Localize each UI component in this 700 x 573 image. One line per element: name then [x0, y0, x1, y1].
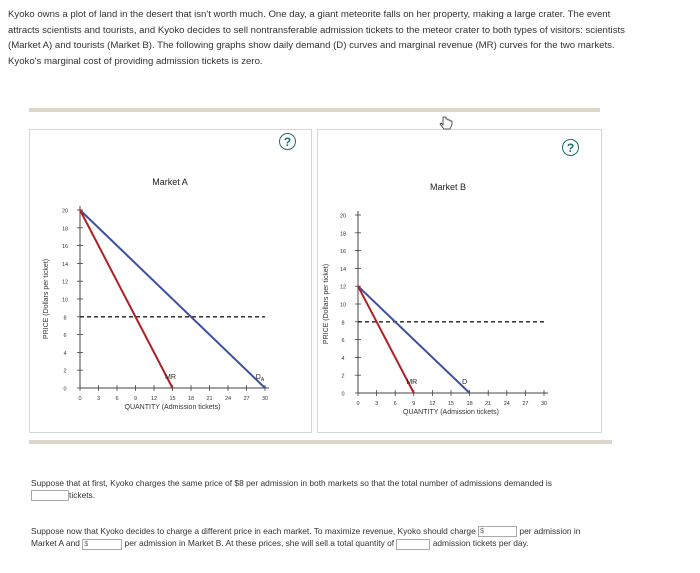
- y-tick-label: 4: [341, 355, 345, 362]
- x-axis-label: QUANTITY (Admission tickets): [124, 404, 221, 411]
- y-tick-label: 10: [61, 297, 69, 304]
- x-tick-label: 9: [412, 401, 416, 407]
- market-a-price-input[interactable]: $: [478, 526, 517, 537]
- x-tick-label: 0: [78, 396, 82, 402]
- intro-line-2: attracts scientists and tourists, and Kyoko decides to sell nontransferable admission tickets to the meteor crater to both types of visitors: scientists: [8, 24, 625, 36]
- y-tick-label: 18: [61, 226, 69, 233]
- mr-label: MR: [165, 374, 176, 381]
- x-tick-label: 27: [243, 396, 250, 402]
- y-tick-label: 8: [63, 315, 67, 322]
- x-tick-label: 15: [447, 401, 455, 407]
- x-tick-label: 21: [206, 396, 213, 402]
- x-tick-label: 27: [522, 401, 529, 407]
- mr-line: [358, 286, 414, 393]
- y-tick-label: 12: [339, 284, 347, 291]
- y-tick-label: 0: [341, 391, 345, 398]
- market-b-panel: [317, 129, 602, 433]
- market-a-chart: [30, 130, 311, 432]
- intro-text: [8, 7, 688, 69]
- y-tick-label: 14: [339, 266, 347, 273]
- x-tick-label: 12: [150, 396, 158, 402]
- demand-line: [80, 210, 265, 388]
- intro-line-1: Kyoko owns a plot of land in the desert that isn't worth much. One day, a giant meteorite falls on her property, making a large crater. The event: [8, 9, 611, 20]
- total-quantity-input[interactable]: [396, 539, 430, 550]
- x-tick-label: 0: [356, 401, 360, 407]
- chart-title: Market B: [429, 182, 467, 192]
- y-tick-label: 16: [339, 249, 347, 256]
- demand-label: D: [462, 379, 468, 386]
- y-tick-label: 8: [341, 320, 345, 327]
- y-tick-label: 0: [63, 386, 67, 393]
- question-2-part4: per admission in Market B. At these prices, she will sell a total quantity of: [124, 538, 395, 549]
- x-tick-label: 15: [169, 396, 176, 402]
- question-2-part2: per admission in: [519, 526, 581, 536]
- x-tick-label: 3: [96, 396, 101, 402]
- x-tick-label: 6: [115, 396, 119, 402]
- market-b-chart: [318, 130, 601, 432]
- y-axis-label: PRICE (Dollars per ticket): [43, 258, 50, 340]
- question-1: [31, 477, 651, 501]
- x-tick-label: 21: [485, 401, 492, 407]
- y-tick-label: 20: [61, 208, 69, 215]
- intro-line-3: (Market A) and tourists (Market B). The following graphs show daily demand (D) curves and marginal revenue (MR) curves for the two markets.: [8, 40, 615, 51]
- x-tick-label: 24: [503, 401, 510, 407]
- y-tick-label: 14: [61, 261, 69, 268]
- y-axis-label: PRICE (Dollars per ticket): [323, 263, 330, 345]
- question-2-part3: Market A and: [31, 538, 80, 549]
- question-1-text: Suppose that at first, Kyoko charges the same price of $8 per admission in both markets so that the total number of admissions demanded is: [31, 478, 552, 488]
- y-tick-label: 18: [339, 231, 347, 238]
- x-tick-label: 18: [466, 401, 473, 407]
- x-tick-label: 6: [393, 401, 397, 407]
- x-tick-label: 9: [133, 396, 138, 402]
- market-b-price-input[interactable]: $: [82, 539, 122, 550]
- hand-cursor-icon: [438, 116, 454, 137]
- market-a-panel: [29, 129, 312, 433]
- y-tick-label: 6: [341, 338, 345, 345]
- x-tick-label: 12: [429, 401, 436, 407]
- mr-line: [80, 210, 173, 388]
- x-tick-label: 3: [375, 401, 379, 407]
- question-1-suffix: tickets.: [69, 490, 96, 500]
- question-2-part5: admission tickets per day.: [432, 538, 529, 549]
- y-tick-label: 20: [339, 213, 347, 220]
- y-tick-label: 16: [61, 244, 69, 251]
- question-2-part1: Suppose now that Kyoko decides to charge a different price in each market. To maximize revenue, Kyoko should charge: [31, 526, 476, 536]
- demand-line: [358, 286, 470, 393]
- bottom-divider: [29, 440, 612, 444]
- total-admissions-input[interactable]: [31, 490, 69, 501]
- question-2: [31, 525, 681, 550]
- y-tick-label: 6: [63, 333, 67, 340]
- intro-line-4: Kyoko's marginal cost of providing admission tickets is zero.: [8, 55, 263, 67]
- y-tick-label: 2: [63, 368, 67, 375]
- y-tick-label: 12: [61, 279, 69, 286]
- x-tick-label: 30: [261, 396, 269, 402]
- mr-label: MR: [406, 379, 418, 386]
- help-icon-market-b[interactable]: ?: [562, 139, 579, 156]
- demand-label: $D_A$: [255, 374, 265, 383]
- y-tick-label: 10: [339, 302, 347, 309]
- y-tick-label: 2: [341, 373, 345, 380]
- y-tick-label: 4: [63, 350, 67, 357]
- x-tick-label: 30: [540, 401, 548, 407]
- x-tick-label: 24: [224, 396, 232, 402]
- x-axis-label: QUANTITY (Admission tickets): [403, 409, 499, 416]
- x-tick-label: 18: [187, 396, 195, 402]
- chart-title: Market A: [152, 177, 188, 187]
- top-divider: [29, 108, 600, 112]
- help-icon-market-a[interactable]: ?: [279, 133, 296, 150]
